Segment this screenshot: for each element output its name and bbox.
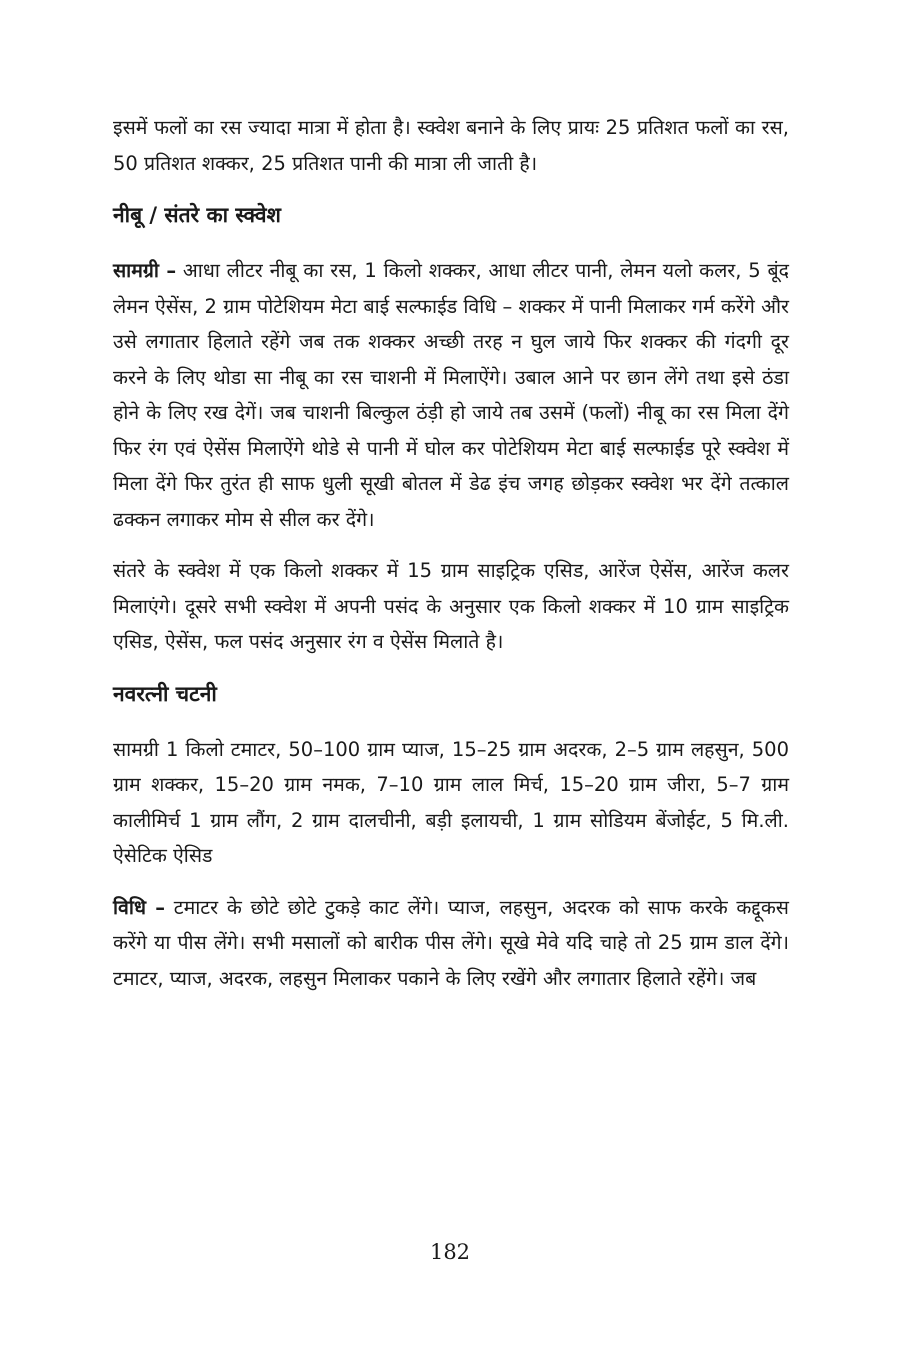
ingredients-label: सामग्री – — [113, 259, 177, 282]
method-text: टमाटर के छोटे छोटे टुकड़े काट लेंगे। प्याज, लहसुन, अदरक को साफ करके कद्दूकस करेंगे या पीस लेंगे। सभी मसालों को बारीक पीस लेंगे। सूखे मेवे यदि चाहे तो 25 ग्राम डाल देंगे। टमाटर, प्याज, अदरक, लहसुन मिलाकर पकाने के लिए रखेंगे और लगातार हिलाते रहेंगे। जब — [113, 895, 789, 990]
section-heading-squash: नीबू / संतरे का स्क्वेश — [113, 203, 281, 227]
page-content — [113, 110, 789, 1012]
section-heading-chutney: नवरत्नी चटनी — [113, 681, 217, 706]
chutney-ingredients-paragraph: सामग्री 1 किलो टमाटर, 50–100 ग्राम प्याज, 15–25 ग्राम अदरक, 2–5 ग्राम लहसुन, 500 ग्राम शक्कर, 15–20 ग्राम नमक, 7–10 ग्राम लाल मिर्च, 15–20 ग्राम जीरा, 5–7 ग्राम कालीमिर्च 1 ग्राम लौंग, 2 ग्राम दालचीनी, बड़ी इलायची, 1 ग्राम सोडियम बेंजोईट, 5 मि.ली. ऐसेटिक ऐसिड — [113, 737, 789, 867]
chutney-method-paragraph — [113, 890, 789, 997]
intro-paragraph: इसमें फलों का रस ज्यादा मात्रा में होता है। स्क्वेश बनाने के लिए प्रायः 25 प्रतिशत फलों का रस, 50 प्रतिशत शक्कर, 25 प्रतिशत पानी की मात्रा ली जाती है। — [113, 116, 789, 175]
squash-ingredients-paragraph — [113, 253, 789, 537]
orange-squash-paragraph: संतरे के स्क्वेश में एक किलो शक्कर में 15 ग्राम साइट्रिक एसिड, आरेंज ऐसेंस, आरेंज कलर मिलाएंगे। दूसरे सभी स्क्वेश में अपनी पसंद के अनुसार एक किलो शक्कर में 10 ग्राम साइट्रिक एसिड, ऐसेंस, फल पसंद अनुसार रंग व ऐसेंस मिलाते है। — [113, 559, 789, 653]
method-label: विधि – — [113, 895, 166, 919]
page-number: 182 — [429, 1240, 471, 1264]
ingredients-text: आधा लीटर नीबू का रस, 1 किलो शक्कर, आधा लीटर पानी, लेमन यलो कलर, 5 बूंद लेमन ऐसेंस, 2 ग्राम पोटेशियम मेटा बाई सल्फाईड विधि – शक्कर में पानी मिलाकर गर्म करेंगे और उसे लगातार हिलाते रहेंगे जब तक शक्कर अच्छी तरह न घुल जाये फिर शक्कर की गंदगी दूर करने के लिए थोडा सा नीबू का रस चाशनी में मिलाऐंगे। उबाल आने पर छान लेंगे तथा इसे ठंडा होने के लिए रख देगें। जब चाशनी बिल्कुल ठंड़ी हो जाये तब उसमें (फलों) नीबू का रस मिला देंगे फिर रंग एवं ऐसेंस मिलाऐंगे थोडे से पानी में घोल कर पोटेशियम मेटा बाई सल्फाईड पूरे स्क्वेश में मिला देंगे फिर तुरंत ही साफ धुली सूखी बोतल में डेढ इंच जगह छोड़कर स्क्वेश भर देंगे तत्काल ढक्कन लगाकर मोम से सील कर देंगे। — [113, 259, 789, 531]
